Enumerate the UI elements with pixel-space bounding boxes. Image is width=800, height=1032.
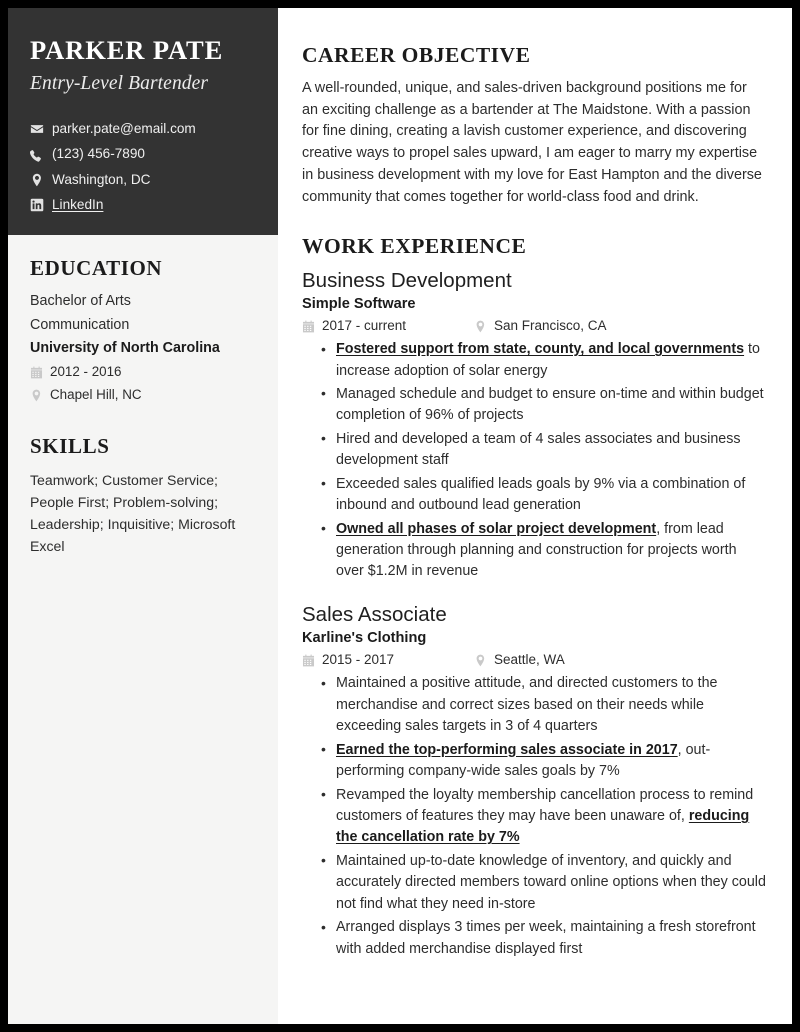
contact-location-text: Washington, DC xyxy=(52,171,151,187)
job-bullets xyxy=(302,673,766,960)
bullet-highlight: Fostered support from state, county, and local governments xyxy=(336,341,745,358)
resume-page xyxy=(8,8,792,1024)
job-company: Karline's Clothing xyxy=(302,630,427,647)
bullet-highlight: reducing the cancellation rate by 7% xyxy=(336,807,750,846)
job-location: San Francisco, CA xyxy=(494,318,607,334)
bullet-item: • Fostered support from state, county, and local governments to increase adoption of solar energy xyxy=(321,339,766,382)
calendar-icon xyxy=(30,366,43,379)
job-dates-cell xyxy=(302,651,474,670)
education-dates-row xyxy=(30,362,256,383)
bullet-highlight: Earned the top-performing sales associate in 2017 xyxy=(336,741,678,758)
skills-section xyxy=(30,435,256,557)
education-heading: EDUCATION xyxy=(30,256,163,281)
career-objective-section xyxy=(302,44,766,209)
sidebar xyxy=(8,8,278,1024)
calendar-icon xyxy=(302,654,315,667)
contact-list xyxy=(30,121,256,213)
bullet-item: • Hired and developed a team of 4 sales associates and business development staff xyxy=(321,429,766,472)
job-company: Simple Software xyxy=(302,296,416,313)
contact-item-linkedin[interactable] xyxy=(30,197,256,213)
work-experience-heading: WORK EXPERIENCE xyxy=(302,233,527,258)
map-pin-icon xyxy=(474,654,487,667)
education-degree: Bachelor of Arts xyxy=(30,293,131,310)
map-pin-icon xyxy=(474,320,487,333)
map-pin-icon xyxy=(30,173,44,187)
job-location: Seattle, WA xyxy=(494,652,565,668)
bullet-item: • Exceeded sales qualified leads goals by 9% via a combination of inbound and outbound lead generation xyxy=(321,474,766,517)
education-school: University of North Carolina xyxy=(30,339,220,356)
contact-item-phone xyxy=(30,146,256,162)
job-title: Business Development xyxy=(302,268,512,292)
job-dates: 2015 - 2017 xyxy=(322,652,395,668)
education-field: Communication xyxy=(30,316,130,333)
education-location-row xyxy=(30,385,256,406)
bullet-item: • Maintained a positive attitude, and directed customers to the merchandise and correct sizes based on their needs while exceeding sales targets in 3 of 4 quarters xyxy=(321,673,766,737)
career-objective-heading: CAREER OBJECTIVE xyxy=(302,43,531,67)
job-entry xyxy=(302,269,766,583)
sidebar-body xyxy=(8,235,278,1024)
job-dates: 2017 - current xyxy=(322,318,407,334)
contact-item-location xyxy=(30,172,256,188)
candidate-title: Entry-Level Bartender xyxy=(30,72,209,94)
bullet-item: • Managed schedule and budget to ensure on-time and within budget completion of 96% of projects xyxy=(321,384,766,427)
bullet-highlight: Owned all phases of solar project development xyxy=(336,520,657,537)
education-location: Chapel Hill, NC xyxy=(50,386,142,402)
job-title: Sales Associate xyxy=(302,602,447,626)
jobs-container xyxy=(302,269,766,960)
candidate-name: PARKER PATE xyxy=(30,35,224,65)
bullet-item: • Earned the top-performing sales associate in 2017, out-performing company-wide sales goals by 7% xyxy=(321,740,766,783)
contact-item-email xyxy=(30,121,256,137)
work-experience-section xyxy=(302,235,766,960)
education-section xyxy=(30,257,256,405)
job-location-cell xyxy=(474,651,565,670)
bullet-item: • Maintained up-to-date knowledge of inventory, and quickly and accurately directed members toward online options when they could not find what they need in-store xyxy=(321,851,766,915)
job-dates-cell xyxy=(302,317,474,336)
job-location-cell xyxy=(474,317,607,336)
job-meta xyxy=(302,651,766,670)
bullet-item: • Owned all phases of solar project development, from lead generation through planning and construction for projects worth over $1.2M in revenue xyxy=(321,519,766,583)
contact-email-text: parker.pate@email.com xyxy=(52,121,196,137)
calendar-icon xyxy=(302,320,315,333)
education-dates: 2012 - 2016 xyxy=(50,363,122,379)
job-bullets xyxy=(302,339,766,583)
linkedin-icon xyxy=(30,198,44,212)
contact-linkedin-link[interactable]: LinkedIn xyxy=(52,197,104,213)
career-objective-text: A well-rounded, unique, and sales-driven background positions me for an exciting challenge as a bartender at The Maidstone. With a passion for fine dining, creating a lavish customer experience, and discovering creative ways to propel sales upward, I am eager to marry my expertise in business development with my love for East Hampton and the diverse community that comes together for world-class food and drink. xyxy=(302,79,762,206)
skills-text: Teamwork; Customer Service; People First; Problem-solving; Leadership; Inquisitive; Microsoft Excel xyxy=(30,471,236,555)
phone-icon xyxy=(30,148,44,162)
job-entry xyxy=(302,603,766,960)
main-content xyxy=(278,8,792,1024)
sidebar-header xyxy=(8,8,278,235)
envelope-icon xyxy=(30,122,44,136)
bullet-item: • Arranged displays 3 times per week, maintaining a fresh storefront with added merchandise displayed first xyxy=(321,917,766,960)
job-meta xyxy=(302,317,766,336)
bullet-item: • Revamped the loyalty membership cancellation process to remind customers of features they may have been unaware of, reducing the cancellation rate by 7% xyxy=(321,785,766,849)
skills-heading: SKILLS xyxy=(30,434,110,459)
map-pin-icon xyxy=(30,389,43,402)
contact-phone-text: (123) 456-7890 xyxy=(52,146,145,162)
